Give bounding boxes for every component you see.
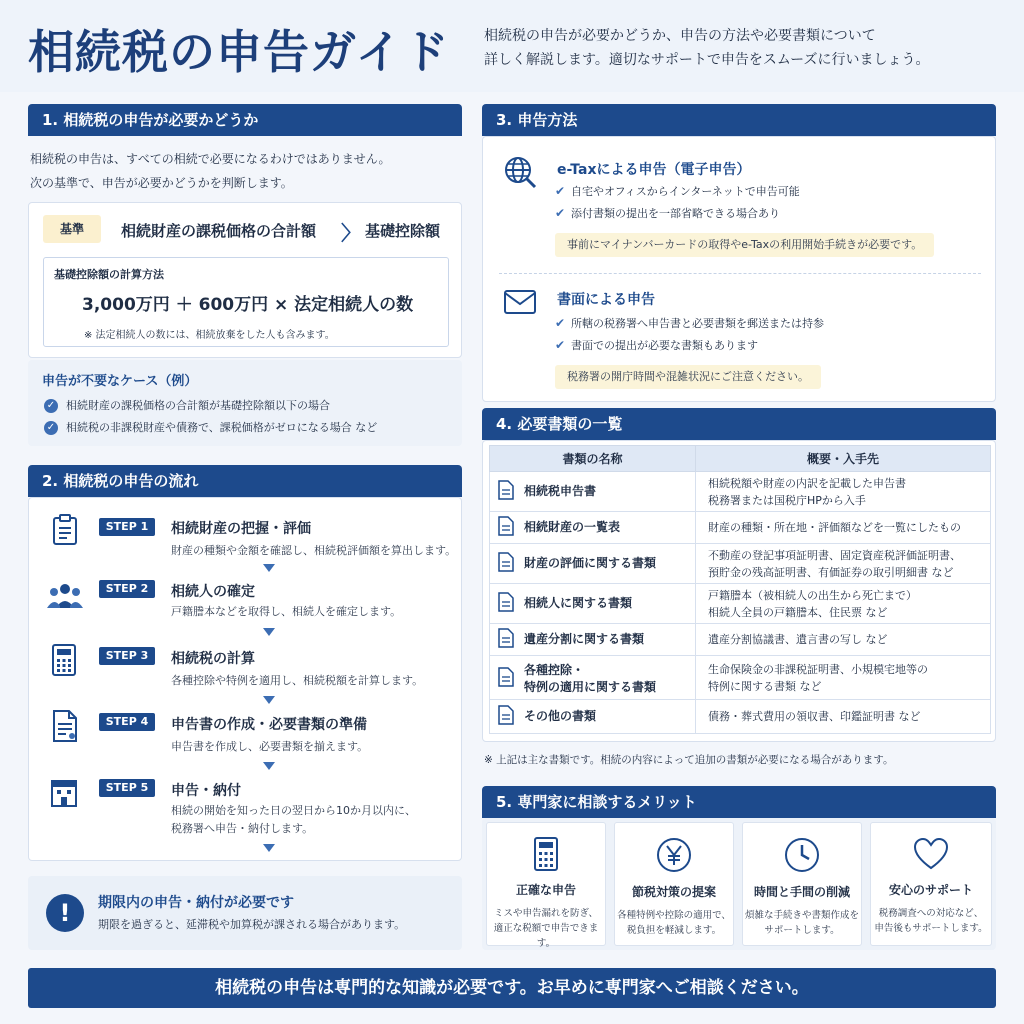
heart-icon [871,837,991,875]
table-row [490,700,991,734]
doc-desc: 遺産分割協議書、遺言書の写し など [696,624,991,656]
paper-title: 書面による申告 [557,292,655,308]
footer-banner: 相続税の申告は専門的な知識が必要です。お早めに専門家へご相談ください。 [28,968,996,1008]
doc-desc: 戸籍謄本（被相続人の出生から死亡まで） 相続人全員の戸籍謄本、住民票 など [696,584,991,624]
table-header-row [490,446,991,472]
paper-note: 税務署の開庁時間や混雑状況にご注意ください。 [555,365,821,389]
step-title: 相続税の計算 [171,651,255,667]
paper-item: ✔ 書面での提出が必要な書類もあります [555,338,758,352]
paper-item: ✔ 所轄の税務署へ申告書と必要書類を郵送または持参 [555,316,824,330]
merit-desc: 各種特例や控除の適用で、 税負担を軽減します。 [617,910,731,936]
merit-title: 安心のサポート [888,883,973,897]
tax-office-icon [49,778,79,812]
section5-title: 5. 専門家に相談するメリット [482,786,996,818]
arrow-down-icon [263,564,275,572]
etax-item: ✔ 自宅やオフィスからインターネットで申告可能 [555,184,800,198]
doc-desc: 生命保険金の非課税証明書、小規模宅地等の 特例に関する書類 など [696,656,991,700]
people-icon [47,582,83,612]
table-row [490,584,991,624]
step-desc: 戸籍謄本などを取得し、相続人を確定します。 [171,605,402,618]
table-row [490,624,991,656]
merit-card [486,822,606,949]
merits-card [482,818,996,950]
merit-desc: 煩雑な手続きや書類作成を サポートします。 [744,910,859,936]
check-icon: ✓ [44,421,58,435]
deadline-desc: 期限を過ぎると、延滞税や加算税が課される場合があります。 [98,918,406,931]
document-icon [51,710,79,746]
section1-title: 1. 相続税の申告が必要かどうか [28,104,462,136]
doc-name: 財産の評価に関する書類 [490,544,696,584]
deadline-card [28,876,462,950]
doc-desc: 不動産の登記事項証明書、固定資産税評価証明書、 預貯金の残高証明書、有価証券の取引明細書 など [696,544,991,584]
docs-table [489,445,991,734]
section2-title: 2. 相続税の申告の流れ [28,465,462,497]
arrow-down-icon [263,696,275,704]
steps-card [28,497,462,861]
doc-name: 各種控除・ 特例の適用に関する書類 [490,656,696,700]
col-header-desc: 概要・入手先 [696,446,991,472]
step-badge: STEP 1 [99,518,155,536]
merit-title: 節税対策の提案 [631,885,716,899]
document-icon [498,592,514,615]
section1-intro-2: 次の基準で、申告が必要かどうかを判断します。 [30,176,293,190]
merit-card [870,822,992,946]
document-icon [498,552,514,575]
calc-note: ※ 法定相続人の数には、相続放棄をした人も含みます。 [84,330,335,341]
divider [499,273,981,274]
check-icon: ✔ [555,316,566,330]
doc-desc: 財産の種類・所在地・評価額などを一覧にしたもの [696,512,991,544]
section3-title: 3. 申告方法 [482,104,996,136]
section1-intro-1: 相続税の申告は、すべての相続で必要になるわけではありません。 [30,152,391,166]
merit-title: 正確な申告 [515,883,576,897]
merit-desc: 税務調査への対応など、 申告後もサポートします。 [874,908,988,934]
doc-name: その他の書類 [490,700,696,734]
criteria-label: 基準 [43,215,101,243]
yen-icon [615,837,733,877]
unnecessary-title: 申告が不要なケース（例） [42,374,198,389]
table-row [490,656,991,700]
doc-name: 相続人に関する書類 [490,584,696,624]
step-badge: STEP 3 [99,647,155,665]
methods-card [482,136,996,402]
calculator-icon [51,644,77,680]
etax-title: e-Taxによる申告（電子申告） [557,162,751,178]
merit-card [614,822,734,946]
step-desc: 税務署へ申告・納付します。 [171,822,314,835]
arrow-down-icon [263,628,275,636]
doc-desc: 債務・葬式費用の領収書、印鑑証明書 など [696,700,991,734]
col-header-name: 書類の名称 [490,446,696,472]
criteria-card [28,202,462,358]
arrow-down-icon [263,844,275,852]
unnecessary-item: ✓ 相続税の非課税財産や債務で、課税価格がゼロになる場合 など [44,419,377,435]
greater-than-icon: 〉 [341,221,361,245]
doc-name: 相続財産の一覧表 [490,512,696,544]
check-icon: ✔ [555,338,566,352]
step-badge: STEP 2 [99,580,155,598]
merit-desc: ミスや申告漏れを防ぎ、 適正な税額で申告できます。 [493,908,599,949]
etax-note: 事前にマイナンバーカードの取得やe-Taxの利用開始手続きが必要です。 [555,233,934,257]
globe-icon [503,155,537,193]
document-icon [498,667,514,690]
step-desc: 各種控除や特例を適用し、相続税額を計算します。 [171,674,424,687]
clipboard-icon [51,514,79,550]
doc-name: 遺産分割に関する書類 [490,624,696,656]
step-title: 相続財産の把握・評価 [171,521,311,537]
document-icon [498,705,514,728]
calc-label: 基礎控除額の計算方法 [54,268,164,281]
calc-box [43,257,449,347]
docs-card [482,440,996,742]
check-icon: ✓ [44,399,58,413]
mail-icon [503,289,537,319]
step-desc: 申告書を作成し、必要書類を揃えます。 [171,740,369,753]
check-icon: ✔ [555,184,566,198]
table-row [490,472,991,512]
step-title: 申告・納付 [171,783,241,799]
step-desc: 相続の開始を知った日の翌日から10か月以内に、 [171,804,416,817]
criteria-right: 基礎控除額 [365,222,441,240]
page-title: 相続税の申告ガイド [28,25,450,79]
step-title: 申告書の作成・必要書類の準備 [171,717,367,733]
etax-item: ✔ 添付書類の提出を一部省略できる場合あり [555,206,780,220]
docs-note: ※ 上記は主な書類です。相続の内容によって追加の書類が必要になる場合があります。 [484,754,894,766]
doc-desc: 相続税額や財産の内訳を記載した申告書 税務署または国税庁HPから入手 [696,472,991,512]
unnecessary-card [28,360,462,446]
doc-name: 相続税申告書 [490,472,696,512]
check-icon: ✔ [555,206,566,220]
warning-icon: ! [46,894,84,932]
arrow-down-icon [263,762,275,770]
page-description: 相続税の申告が必要かどうか、申告の方法や必要書類について 詳しく解説します。適切なサポートで申告をスムーズに行いましょう。 [484,28,930,68]
section4-title: 4. 必要書類の一覧 [482,408,996,440]
calc-formula: 3,000万円 ＋ 600万円 × 法定相続人の数 [82,295,414,315]
calculator-icon [487,837,605,875]
document-icon [498,628,514,651]
table-row [490,544,991,584]
merit-title: 時間と手間の削減 [753,885,850,899]
step-badge: STEP 4 [99,713,155,731]
table-row [490,512,991,544]
step-badge: STEP 5 [99,779,155,797]
step-title: 相続人の確定 [171,584,255,600]
page-header [0,0,1024,92]
step-desc: 財産の種類や金額を確認し、相続税評価額を算出します。 [171,544,457,557]
merit-card [742,822,862,946]
document-icon [498,480,514,503]
document-icon [498,516,514,539]
deadline-title: 期限内の申告・納付が必要です [98,895,294,911]
criteria-left: 相続財産の課税価格の合計額 [121,222,317,240]
clock-icon [743,837,861,877]
unnecessary-item: ✓ 相続財産の課税価格の合計額が基礎控除額以下の場合 [44,397,330,413]
